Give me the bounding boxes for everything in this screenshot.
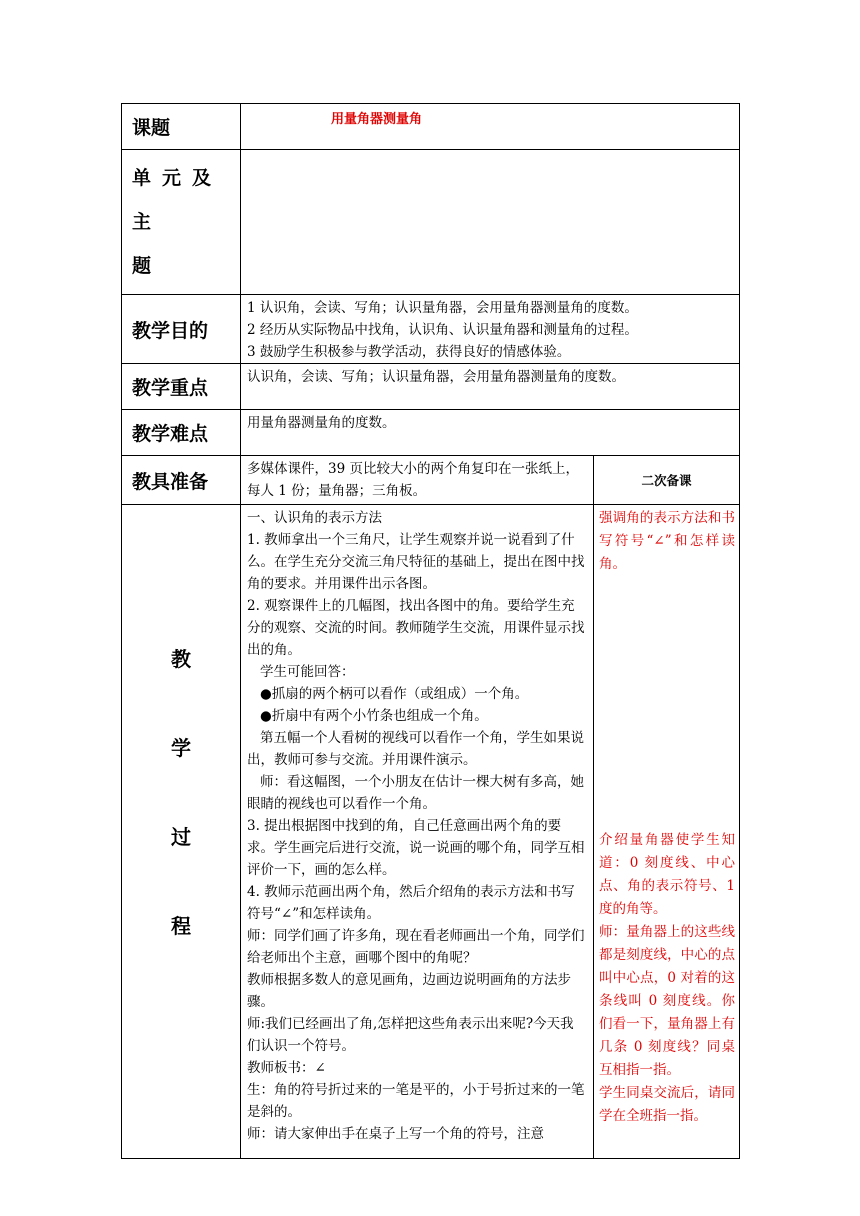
process-line: 2. 观察课件上的几幅图，找出各图中的角。要给学生充分的观察、交流的时间。教师随学生交流，用课件显示找出的角。 bbox=[247, 598, 585, 658]
process-line: 生：角的符号折过来的一笔是平的，小于号折过来的一笔是斜的。 bbox=[247, 1082, 585, 1120]
prep-text: 多媒体课件，39 页比较大小的两个角复印在一张纸上，每人 1 份；量角器；三角板。 bbox=[241, 456, 594, 505]
unit-label bbox=[122, 150, 241, 295]
process-line: ●折扇中有两个小竹条也组成一个角。 bbox=[260, 708, 488, 724]
process-line: 4. 教师示范画出两个角，然后介绍角的表示方法和书写符号“∠”和怎样读角。 bbox=[247, 884, 575, 922]
row-unit bbox=[122, 150, 740, 295]
row-difficulties bbox=[122, 410, 740, 456]
process-line: 3. 提出根据图中找到的角，自己任意画出两个角的要求。学生画完后进行交流，说一说画的哪个角，同学互相评价一下，画的怎么样。 bbox=[247, 818, 585, 878]
prep-label: 教具准备 bbox=[122, 456, 241, 505]
row-prep bbox=[122, 456, 740, 505]
second-prep-notes bbox=[594, 505, 740, 1159]
process-line: 学生可能回答： bbox=[260, 664, 355, 680]
difficulties-label: 教学难点 bbox=[122, 410, 241, 456]
process-label bbox=[122, 505, 241, 1159]
note-item: 学生同桌交流后，请同学在全班指一指。 bbox=[599, 1085, 736, 1124]
title-label: 课题 bbox=[122, 104, 241, 150]
process-label-char: 学 bbox=[171, 736, 191, 760]
note-item: 师：量角器上的这些线都是刻度线，中心的点叫中心点，0 对着的这条线叫 0 刻度线。你们看一下，量角器上有几条 0 刻度线？同桌互相指一指。 bbox=[599, 924, 736, 1078]
title-value: 用量角器测量角 bbox=[241, 104, 740, 150]
process-label-char: 教 bbox=[171, 647, 191, 671]
process-line: ●抓扇的两个柄可以看作（或组成）一个角。 bbox=[260, 686, 529, 702]
row-objectives bbox=[122, 295, 740, 364]
objective-item: 1 认识角，会读、写角；认识量角器，会用量角器测量角的度数。 bbox=[247, 300, 638, 316]
row-title bbox=[122, 104, 740, 150]
row-process bbox=[122, 505, 740, 1159]
objectives-label: 教学目的 bbox=[122, 295, 241, 364]
note-item: 介绍量角器使学生知道：0 刻度线、中心点、角的表示符号、1 度的角等。 bbox=[599, 832, 736, 917]
process-line: 师:我们已经画出了角,怎样把这些角表示出来呢?今天我们认识一个符号。 bbox=[247, 1016, 574, 1054]
key-points-text: 认识角，会读、写角；认识量角器，会用量角器测量角的度数。 bbox=[241, 364, 740, 410]
process-label-char: 程 bbox=[171, 914, 191, 938]
difficulties-text: 用量角器测量角的度数。 bbox=[241, 410, 740, 456]
process-line: 第五幅一个人看树的视线可以看作一个角，学生如果说出，教师可参与交流。并用课件演示。 bbox=[247, 730, 584, 768]
process-line: 1. 教师拿出一个三角尺，让学生观察并说一说看到了什么。在学生充分交流三角尺特征的基础上，提出在图中找角的要求。并用课件出示各图。 bbox=[247, 532, 585, 592]
process-line: 一、认识角的表示方法 bbox=[247, 510, 382, 526]
key-points-label: 教学重点 bbox=[122, 364, 241, 410]
objectives-list bbox=[241, 295, 740, 364]
process-label-char: 过 bbox=[171, 825, 191, 849]
process-line: 师：请大家伸出手在桌子上写一个角的符号，注意 bbox=[247, 1126, 544, 1142]
note-item: 强调角的表示方法和书写符号“∠”和怎样读角。 bbox=[599, 510, 736, 572]
lesson-plan-table bbox=[121, 103, 740, 1159]
unit-label-line2: 题 bbox=[132, 255, 163, 277]
process-line: 教师板书：∠ bbox=[247, 1060, 326, 1076]
second-prep-label: 二次备课 bbox=[594, 456, 740, 505]
process-line: 师：看这幅图，一个小朋友在估计一棵大树有多高，她眼睛的视线也可以看作一个角。 bbox=[247, 774, 584, 812]
objective-item: 2 经历从实际物品中找角，认识角、认识量角器和测量角的过程。 bbox=[247, 322, 638, 338]
process-line: 教师根据多数人的意见画角，边画边说明画角的方法步骤。 bbox=[247, 972, 571, 1010]
row-key-points bbox=[122, 364, 740, 410]
unit-value bbox=[241, 150, 740, 295]
objective-item: 3 鼓励学生积极参与教学活动，获得良好的情感体验。 bbox=[247, 344, 571, 360]
process-line: 师：同学们画了许多角，现在看老师画出一个角，同学们给老师出个主意，画哪个图中的角呢？ bbox=[247, 928, 585, 966]
unit-label-line1: 单元及主 bbox=[132, 167, 223, 233]
process-text bbox=[241, 505, 594, 1159]
